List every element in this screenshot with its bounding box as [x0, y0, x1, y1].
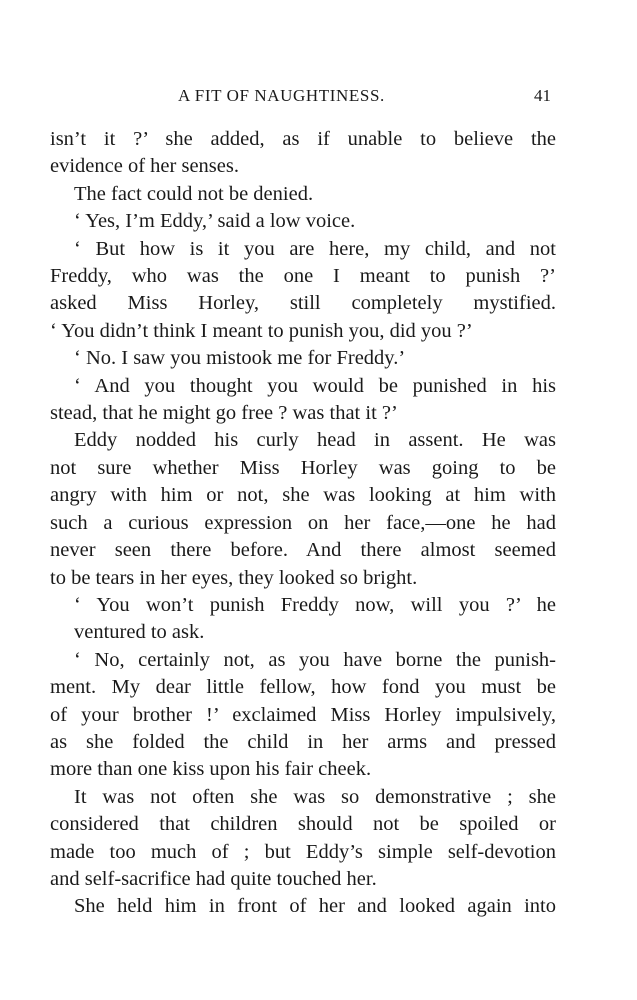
text-line: ‘ But how is it you are here, my child, and not [74, 237, 556, 260]
text-line: of your brother !’ exclaimed Miss Horley impulsively, [50, 703, 556, 726]
text-line: ment. My dear little fellow, how fond you must be [50, 676, 556, 699]
text-line: considered that children should not be spoiled or [50, 813, 556, 836]
text-line: ‘ No, certainly not, as you have borne the punish- [74, 648, 556, 671]
text-line: to be tears in her eyes, they looked so bright. [50, 566, 418, 589]
running-head: A FIT OF NAUGHTINESS. [178, 86, 385, 105]
text-line: Eddy nodded his curly head in assent. He was [74, 429, 556, 452]
text-line: ‘ You didn’t think I meant to punish you, did you ?’ [50, 319, 473, 342]
text-line: more than one kiss upon his fair cheek. [50, 758, 372, 781]
text-line: She held him in front of her and looked again into [74, 895, 556, 918]
text-line: stead, that he might go free ? was that it ?’ [50, 402, 398, 425]
text-line: and self-sacrifice had quite touched her. [50, 867, 377, 890]
text-line: evidence of her senses. [50, 155, 239, 178]
text-line: The fact could not be denied. [74, 182, 314, 205]
text-line: as she folded the child in her arms and pressed [50, 730, 556, 753]
text-line: not sure whether Miss Horley was going to be [50, 456, 556, 479]
text-line: It was not often she was so demonstrative ; she [74, 785, 556, 808]
text-line: ‘ Yes, I’m Eddy,’ said a low voice. [74, 210, 356, 233]
text-line: made too much of ; but Eddy’s simple self-devotion [50, 840, 556, 863]
page-number: 41 [534, 86, 551, 105]
text-line: angry with him or not, she was looking at him with [50, 484, 556, 507]
text-line: ventured to ask. [74, 621, 205, 644]
text-line: asked Miss Horley, still completely mystified. [50, 292, 556, 315]
text-line: such a curious expression on her face,—one he had [50, 511, 556, 534]
text-line: ‘ You won’t punish Freddy now, will you ?’ he [74, 593, 556, 616]
text-line: ‘ No. I saw you mistook me for Freddy.’ [74, 347, 406, 370]
body-text [50, 126, 556, 921]
text-line: isn’t it ?’ she added, as if unable to believe the [50, 128, 556, 150]
text-line: Freddy, who was the one I meant to punish ?’ [50, 265, 556, 288]
text-line: never seen there before. And there almost seemed [50, 539, 556, 562]
text-line: ‘ And you thought you would be punished in his [74, 374, 556, 397]
